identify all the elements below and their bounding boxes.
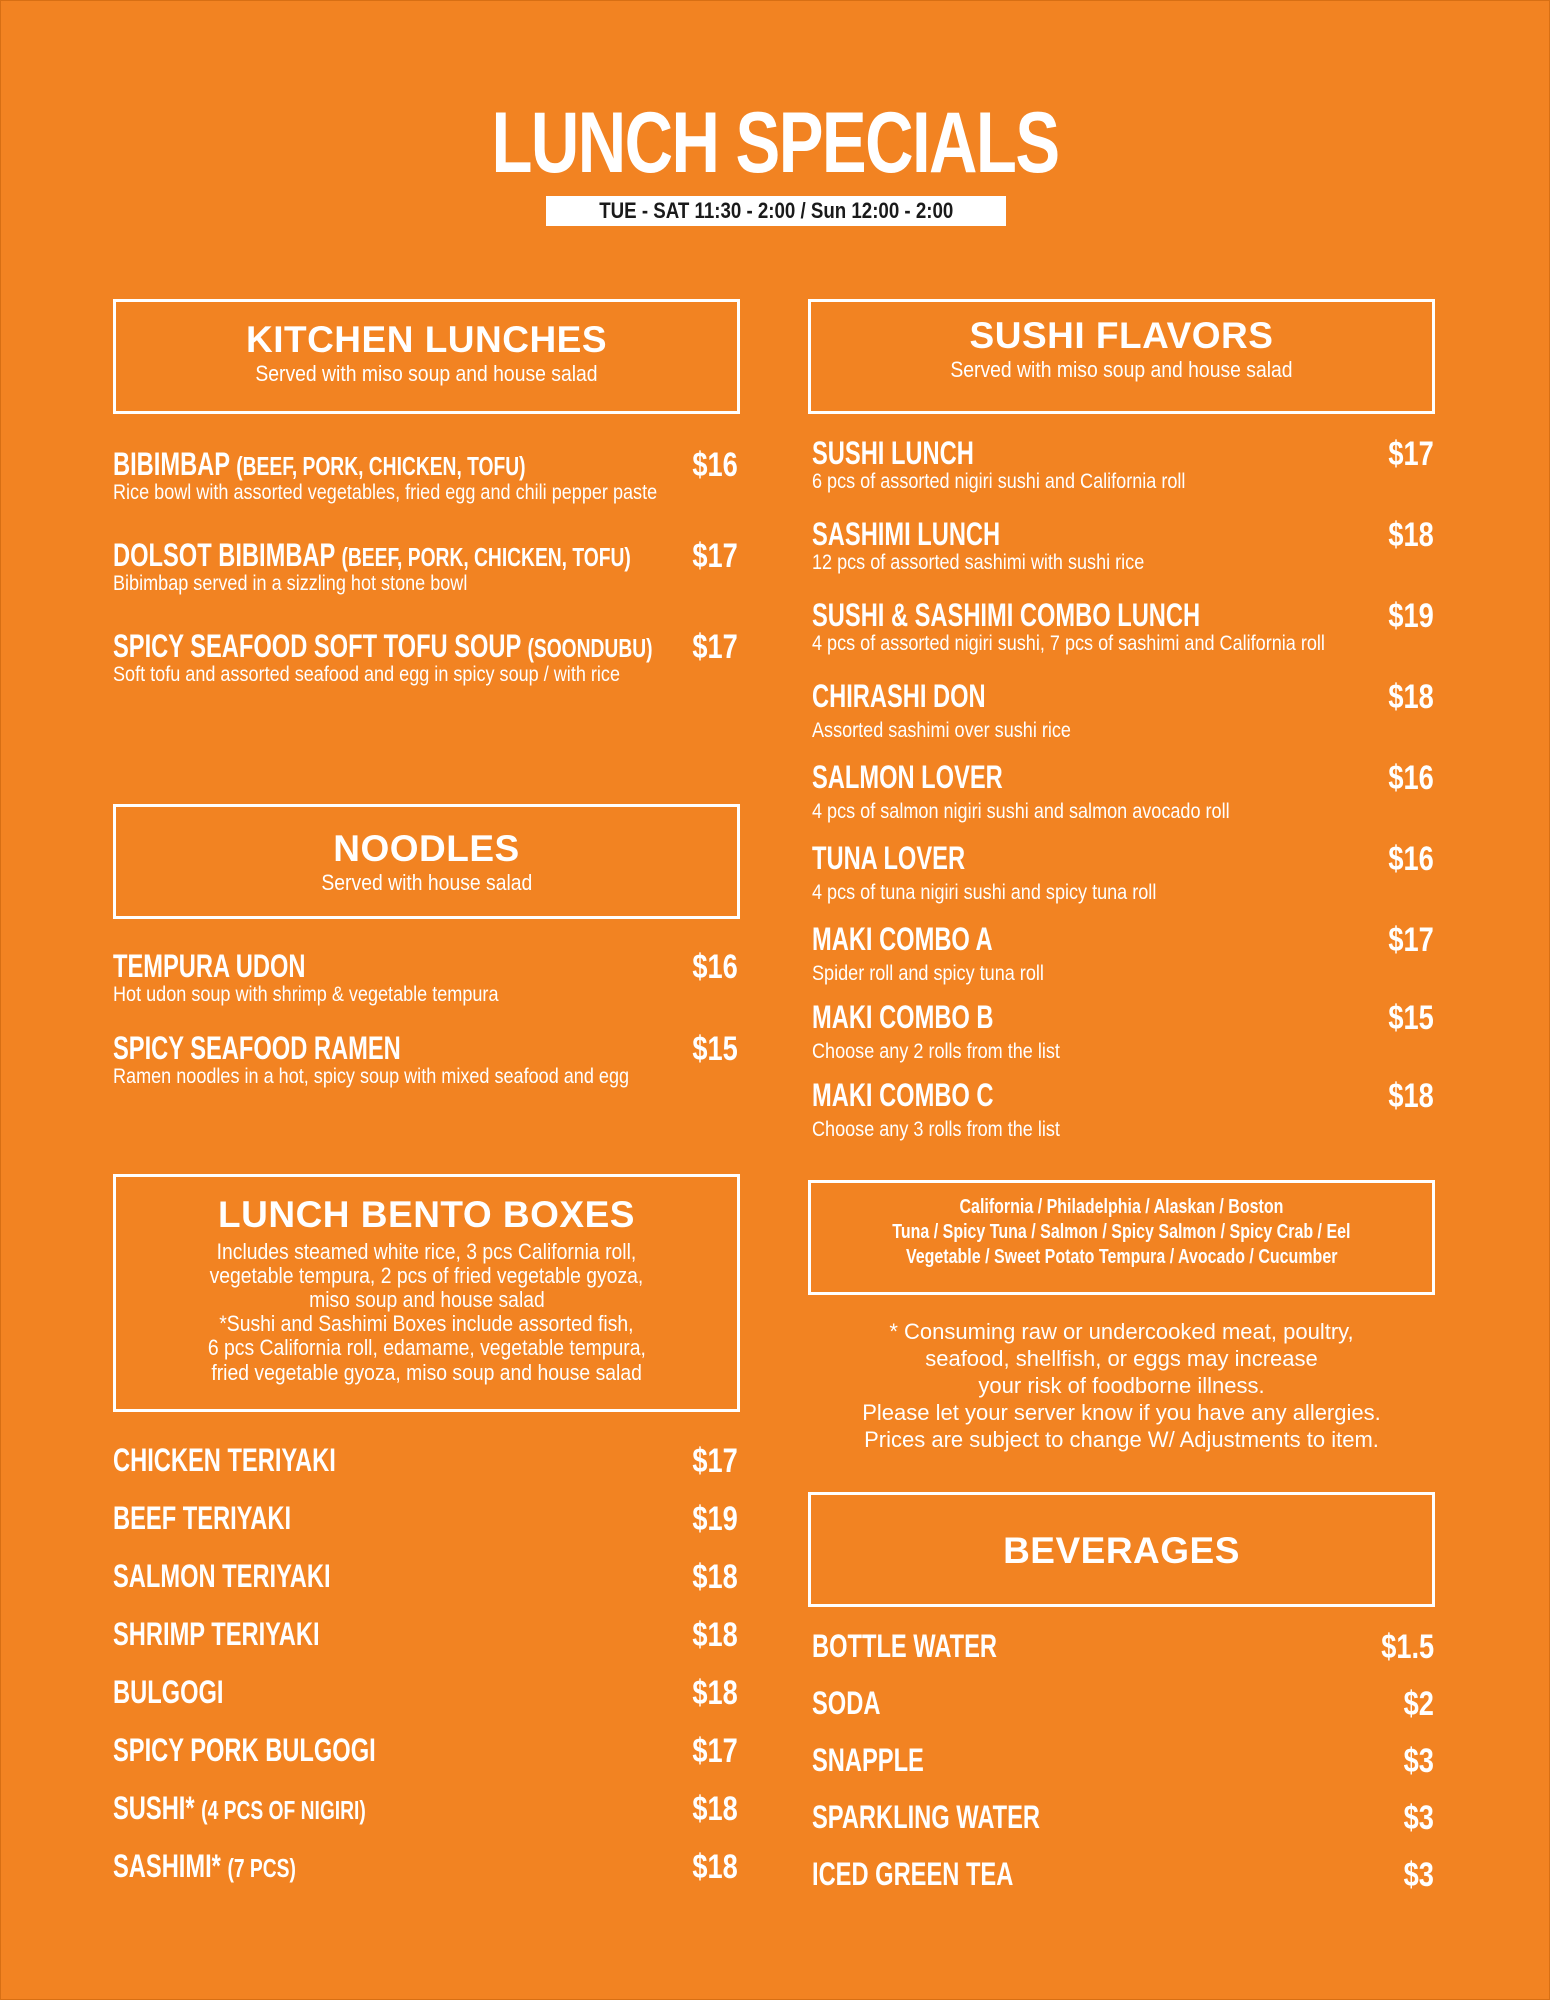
item-name: BOTTLE WATER — [812, 1628, 998, 1664]
item-description: 4 pcs of assorted nigiri sushi, 7 pcs of sashimi and California roll — [812, 632, 1325, 655]
item-price: $16 — [1388, 840, 1434, 878]
bento-note-line: *Sushi and Sashimi Boxes include assorted fish, — [219, 1311, 634, 1337]
item-price: $17 — [1388, 435, 1434, 473]
item-price: $18 — [1388, 516, 1434, 554]
item-name: BEEF TERIYAKI — [113, 1500, 292, 1536]
bento-boxes-header — [113, 1174, 740, 1412]
sushi-flavors-list — [812, 437, 1434, 1157]
item-description: 6 pcs of assorted nigiri sushi and California roll — [812, 470, 1186, 493]
menu-item — [113, 1560, 738, 1618]
item-description: Bibimbap served in a sizzling hot stone bowl — [113, 572, 468, 595]
menu-item — [812, 761, 1434, 842]
item-name: MAKI COMBO B — [812, 999, 994, 1035]
menu-item — [812, 923, 1434, 1001]
item-price: $16 — [1388, 759, 1434, 797]
notice-line: Please let your server know if you have any allergies. — [862, 1400, 1381, 1425]
item-name: SHRIMP TERIYAKI — [113, 1616, 320, 1652]
item-price: $17 — [692, 628, 738, 666]
item-description: 4 pcs of salmon nigiri sushi and salmon avocado roll — [812, 800, 1230, 823]
bento-boxes-list — [113, 1444, 738, 1908]
item-price: $15 — [692, 1030, 738, 1068]
roll-options-line: Tuna / Spicy Tuna / Salmon / Spicy Salmon / Spicy Crab / Eel — [892, 1221, 1351, 1243]
menu-item — [113, 1676, 738, 1734]
item-price: $2 — [1403, 1685, 1434, 1723]
sushi-flavors-header — [808, 299, 1435, 414]
bento-note-line: fried vegetable gyoza, miso soup and house salad — [211, 1359, 642, 1385]
item-name: CHICKEN TERIYAKI — [113, 1442, 336, 1478]
item-price: $19 — [1388, 597, 1434, 635]
menu-item — [812, 437, 1434, 518]
item-price: $16 — [692, 948, 738, 986]
item-name: SPICY PORK BULGOGI — [113, 1732, 376, 1768]
roll-options-box — [808, 1180, 1435, 1295]
item-price: $3 — [1403, 1742, 1434, 1780]
roll-options-line: California / Philadelphia / Alaskan / Boston — [959, 1196, 1284, 1218]
item-name: TUNA LOVER — [812, 840, 966, 876]
item-price: $3 — [1403, 1856, 1434, 1894]
menu-item — [812, 1630, 1434, 1687]
menu-item — [113, 1792, 738, 1850]
health-notice — [808, 1318, 1435, 1453]
item-description: Hot udon soup with shrimp & vegetable tempura — [113, 983, 499, 1006]
item-description: Soft tofu and assorted seafood and egg in spicy soup / with rice — [113, 663, 620, 686]
menu-item — [113, 1032, 738, 1114]
item-price: $18 — [692, 1790, 738, 1828]
beverages-header — [808, 1492, 1435, 1607]
item-name: ICED GREEN TEA — [812, 1856, 1014, 1892]
item-name: SODA — [812, 1685, 881, 1721]
notice-line: * Consuming raw or undercooked meat, poultry, — [889, 1319, 1354, 1344]
noodles-subtitle: Served with house salad — [321, 869, 532, 895]
noodles-list — [113, 950, 738, 1114]
item-name: BIBIMBAP (BEEF, PORK, CHICKEN, TOFU) — [113, 446, 526, 482]
menu-item — [812, 680, 1434, 761]
kitchen-lunches-title: KITCHEN LUNCHES — [245, 319, 608, 360]
menu-item — [113, 539, 738, 630]
item-price: $18 — [692, 1558, 738, 1596]
item-name: SUSHI & SASHIMI COMBO LUNCH — [812, 597, 1201, 633]
item-price: $15 — [1388, 999, 1434, 1037]
menu-item — [812, 1858, 1434, 1915]
item-description: 4 pcs of tuna nigiri sushi and spicy tuna roll — [812, 881, 1157, 904]
item-name: SPICY SEAFOOD SOFT TOFU SOUP (SOONDUBU) — [113, 628, 653, 664]
item-description: Choose any 2 rolls from the list — [812, 1040, 1060, 1063]
menu-item — [812, 842, 1434, 923]
roll-options-line: Vegetable / Sweet Potato Tempura / Avocado / Cucumber — [905, 1246, 1338, 1268]
item-price: $16 — [692, 446, 738, 484]
item-name: SASHIMI LUNCH — [812, 516, 1001, 552]
item-price: $18 — [692, 1674, 738, 1712]
kitchen-lunches-subtitle: Served with miso soup and house salad — [255, 360, 598, 386]
item-description: Rice bowl with assorted vegetables, fried egg and chili pepper paste — [113, 481, 658, 504]
bento-note-line: miso soup and house salad — [308, 1287, 545, 1313]
hours-text: TUE - SAT 11:30 - 2:00 / Sun 12:00 - 2:00 — [598, 198, 954, 223]
bento-note-line: Includes steamed white rice, 3 pcs California roll, — [216, 1238, 637, 1264]
item-name: BULGOGI — [113, 1674, 224, 1710]
menu-item — [113, 1618, 738, 1676]
menu-item — [812, 1744, 1434, 1801]
item-description: Choose any 3 rolls from the list — [812, 1118, 1060, 1141]
menu-item — [113, 630, 738, 721]
item-price: $17 — [692, 1732, 738, 1770]
bento-boxes-title: LUNCH BENTO BOXES — [218, 1194, 635, 1235]
item-name: SUSHI LUNCH — [812, 435, 974, 471]
item-name: MAKI COMBO C — [812, 1077, 994, 1113]
item-price: $19 — [692, 1500, 738, 1538]
item-price: $18 — [1388, 1077, 1434, 1115]
item-description: Spider roll and spicy tuna roll — [812, 962, 1044, 985]
item-description: Assorted sashimi over sushi rice — [812, 719, 1071, 742]
item-price: $18 — [692, 1848, 738, 1886]
beverages-list — [812, 1630, 1434, 1915]
beverages-title: BEVERAGES — [1003, 1530, 1240, 1571]
item-name: SALMON LOVER — [812, 759, 1003, 795]
menu-item — [113, 1444, 738, 1502]
item-price: $17 — [1388, 921, 1434, 959]
noodles-title: NOODLES — [333, 828, 520, 869]
noodles-header — [113, 804, 740, 919]
sushi-flavors-subtitle: Served with miso soup and house salad — [950, 356, 1293, 382]
item-name: SPARKLING WATER — [812, 1799, 1041, 1835]
item-name: SALMON TERIYAKI — [113, 1558, 331, 1594]
item-price: $3 — [1403, 1799, 1434, 1837]
menu-title: LUNCH SPECIALS — [491, 95, 1059, 191]
menu-item — [113, 1734, 738, 1792]
bento-note-line: 6 pcs California roll, edamame, vegetable tempura, — [207, 1335, 646, 1361]
notice-line: your risk of foodborne illness. — [978, 1373, 1265, 1398]
item-name: SUSHI* (4 PCS OF NIGIRI) — [113, 1790, 366, 1826]
item-description: Ramen noodles in a hot, spicy soup with mixed seafood and egg — [113, 1065, 630, 1088]
kitchen-lunches-list — [113, 448, 738, 721]
item-name: CHIRASHI DON — [812, 678, 986, 714]
hours-banner — [546, 196, 1006, 226]
menu-item — [113, 448, 738, 539]
item-name: MAKI COMBO A — [812, 921, 993, 957]
item-name: DOLSOT BIBIMBAP (BEEF, PORK, CHICKEN, TOFU) — [113, 537, 631, 573]
notice-line: seafood, shellfish, or eggs may increase — [925, 1346, 1318, 1371]
kitchen-lunches-header — [113, 299, 740, 414]
item-description: 12 pcs of assorted sashimi with sushi rice — [812, 551, 1145, 574]
menu-item — [812, 1687, 1434, 1744]
item-name: SNAPPLE — [812, 1742, 924, 1778]
item-price: $18 — [1388, 678, 1434, 716]
item-price: $18 — [692, 1616, 738, 1654]
menu-item — [113, 950, 738, 1032]
menu-item — [812, 1001, 1434, 1079]
item-price: $17 — [692, 1442, 738, 1480]
bento-note-line: vegetable tempura, 2 pcs of fried vegetable gyoza, — [209, 1262, 644, 1288]
menu-item — [113, 1850, 738, 1908]
item-price: $1.5 — [1381, 1628, 1434, 1666]
item-name: SASHIMI* (7 PCS) — [113, 1848, 296, 1884]
item-price: $17 — [692, 537, 738, 575]
menu-item — [812, 1801, 1434, 1858]
menu-item — [812, 599, 1434, 680]
menu-item — [812, 1079, 1434, 1157]
item-name: TEMPURA UDON — [113, 948, 306, 984]
item-name: SPICY SEAFOOD RAMEN — [113, 1030, 401, 1066]
sushi-flavors-title: SUSHI FLAVORS — [969, 315, 1274, 356]
notice-line: Prices are subject to change W/ Adjustments to item. — [864, 1427, 1379, 1452]
menu-item — [812, 518, 1434, 599]
menu-item — [113, 1502, 738, 1560]
